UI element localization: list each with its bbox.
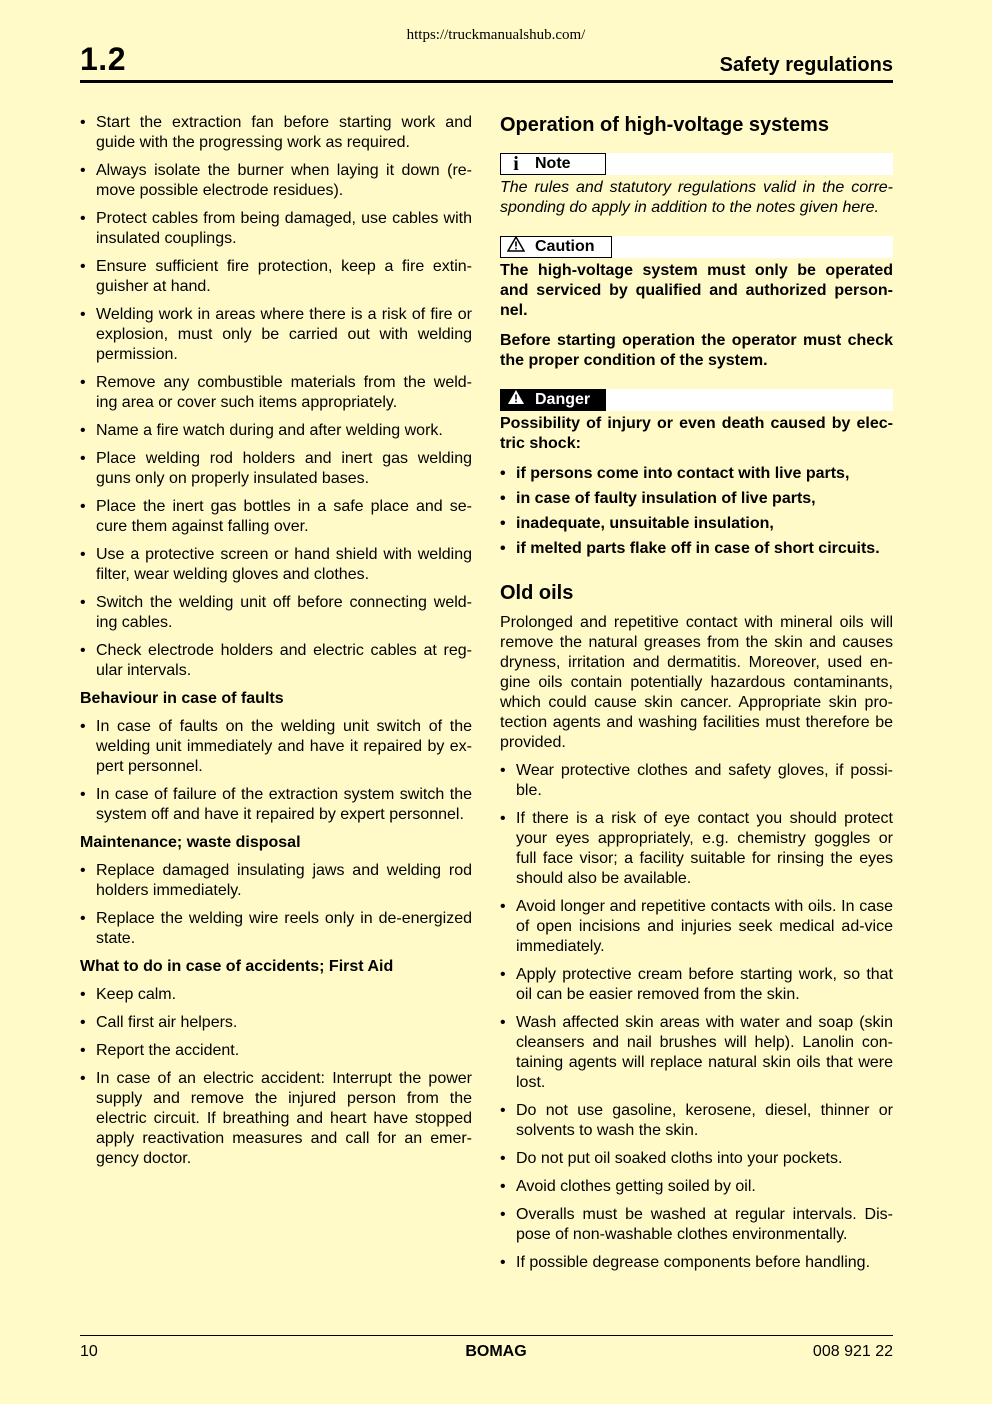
list-item: • Ensure sufficient fire protection, keep a fire extin-guisher at hand. [80,257,472,297]
list-item: • In case of an electric accident: Interrupt the power supply and remove the injured person from the electric circuit. If breathing and heart have stopped apply reactivation measures and call for an emer-gency doctor. [80,1069,472,1169]
list-item: • Do not put oil soaked cloths into your pockets. [500,1149,893,1169]
danger-box [500,389,893,559]
list-item: • Remove any combustible materials from the weld-ing area or cover such items appropriately. [80,373,472,413]
list-item: • in case of faulty insulation of live parts, [500,489,893,509]
caution-box [500,236,893,371]
list-item: • Name a fire watch during and after welding work. [80,421,472,441]
list-item: • Wear protective clothes and safety gloves, if possi-ble. [500,761,893,801]
danger-list [500,464,893,559]
list-item: • Avoid clothes getting soiled by oil. [500,1177,893,1197]
list-item: • Welding work in areas where there is a risk of fire or explosion, must only be carried out with welding permission. [80,305,472,365]
footer-rule [80,1335,893,1336]
list-item: • Place welding rod holders and inert gas welding guns only on properly insulated bases. [80,449,472,489]
note-label-box [500,153,606,175]
note-text: The rules and statutory regulations valid in the corre-sponding do apply in addition to the notes given here. [500,179,893,216]
list-item: • Always isolate the burner when laying it down (re-move possible electrode residues). [80,161,472,201]
list-item: • Call first air helpers. [80,1013,472,1033]
old-oils-heading: Old oils [500,582,574,604]
list-item: • Place the inert gas bottles in a safe place and se-cure them against falling over. [80,497,472,537]
old-oils-paragraph: Prolonged and repetitive contact with mineral oils will remove the natural greases from the skin and causes dryness, irritation and dermatitis. Moreover, used en-gine oils contain potentially hazardous contaminants, which could cause skin cancer. Appropriate skin pro-tection agents and washing facilities must therefore be provided. [500,614,893,751]
right-column [500,113,893,1281]
list-item: • if melted parts flake off in case of short circuits. [500,539,893,559]
danger-label: Danger [535,391,591,408]
old-oils-list [500,761,893,1273]
list-item: • Apply protective cream before starting work, so that oil can be easier removed from the skin. [500,965,893,1005]
welding-intro-list [80,113,472,681]
list-item: • Replace the welding wire reels only in de-energized state. [80,909,472,949]
caution-label: Caution [535,238,595,255]
list-item: • Avoid longer and repetitive contacts with oils. In case of open incisions and injuries seek medical ad-vice immediately. [500,897,893,957]
brand-name: BOMAG [465,1343,527,1360]
list-item: • Start the extraction fan before starting work and guide with the progressing work as required. [80,113,472,153]
danger-triangle-icon [505,389,527,411]
faults-list [80,717,472,825]
document-code: 008 921 22 [812,1343,893,1360]
list-item: • inadequate, unsuitable insulation, [500,514,893,534]
caution-label-box [500,236,612,258]
list-item: • Switch the welding unit off before connecting weld-ing cables. [80,593,472,633]
caution-bar [500,236,893,258]
note-label: Note [535,155,571,172]
header-rule [80,80,893,83]
list-item: • Check electrode holders and electric cables at reg-ular intervals. [80,641,472,681]
list-item: • Overalls must be washed at regular intervals. Dis-pose of non-washable clothes environmentally. [500,1205,893,1245]
caution-text-1: The high-voltage system must only be operated and serviced by qualified and authorized person-nel. [500,262,893,319]
list-item: • If possible degrease components before handling. [500,1253,893,1273]
list-item: • Use a protective screen or hand shield with welding filter, wear welding gloves and clothes. [80,545,472,585]
list-item: • Report the accident. [80,1041,472,1061]
info-icon: i [513,153,519,175]
danger-text: Possibility of injury or even death caused by elec-tric shock: [500,415,893,452]
list-item: • If there is a risk of eye contact you should protect your eyes appropriately, e.g. chemistry goggles or full face visor; a facility suitable for rinsing the eyes should also be available. [500,809,893,889]
section-number: 1.2 [80,41,126,77]
list-item: • Replace damaged insulating jaws and welding rod holders immediately. [80,861,472,901]
list-item: • In case of faults on the welding unit switch of the welding unit immediately and have it repaired by ex-pert personnel. [80,717,472,777]
left-column [80,113,472,1177]
caution-text-2: Before starting operation the operator must check the proper condition of the system. [500,332,893,369]
page-number: 10 [80,1343,98,1360]
faults-heading: Behaviour in case of faults [80,690,284,707]
high-voltage-heading: Operation of high-voltage systems [500,114,829,136]
list-item: • Do not use gasoline, kerosene, diesel, thinner or solvents to wash the skin. [500,1101,893,1141]
danger-bar [500,389,893,411]
list-item: • In case of failure of the extraction system switch the system off and have it repaired by expert personnel. [80,785,472,825]
accidents-heading: What to do in case of accidents; First Aid [80,958,394,975]
danger-label-box [500,389,606,411]
warning-triangle-icon [505,236,527,258]
source-url[interactable]: https://truckmanualshub.com/ [406,27,586,43]
maintenance-list [80,861,472,949]
list-item: • Protect cables from being damaged, use cables with insulated couplings. [80,209,472,249]
maintenance-heading: Maintenance; waste disposal [80,834,301,851]
list-item: • if persons come into contact with live parts, [500,464,893,484]
accidents-list [80,985,472,1169]
list-item: • Keep calm. [80,985,472,1005]
note-bar [500,153,893,175]
section-title: Safety regulations [719,54,893,76]
list-item: • Wash affected skin areas with water and soap (skin cleansers and nail brushes will help). Lanolin con-taining agents will replace natural skin oils that were lost. [500,1013,893,1093]
note-box [500,153,893,218]
